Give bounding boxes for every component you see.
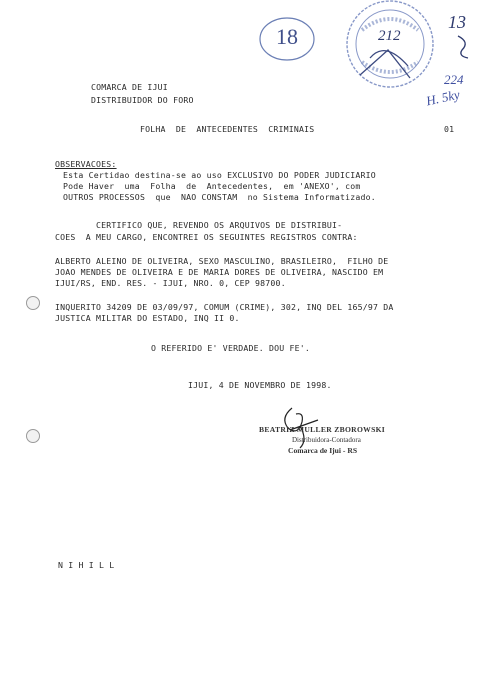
place-date: IJUI, 4 DE NOVEMBRO DE 1998. (188, 380, 332, 390)
record-line: INQUERITO 34209 DE 03/09/97, COMUM (CRIME), 302, INQ DEL 165/97 DA (55, 302, 394, 312)
person-line: ALBERTO ALEINO DE OLIVEIRA, SEXO MASCULINO, BRASILEIRO, FILHO DE (55, 256, 389, 266)
signatory-role: Distribuidora-Contadora (292, 436, 361, 444)
record-line: JUSTICA MILITAR DO ESTADO, INQ II 0. (55, 313, 240, 323)
document-title: FOLHA DE ANTECEDENTES CRIMINAIS (140, 124, 315, 134)
corner-number: 13 (448, 12, 466, 32)
footer-code: N I H I L L (58, 560, 115, 570)
observations-line: Esta Certidao destina-se ao uso EXCLUSIVO DO PODER JUDICIARIO (63, 170, 376, 180)
person-line: JOAO MENDES DE OLIVEIRA E DE MARIA DORES DE OLIVEIRA, NASCIDO EM (55, 267, 384, 277)
margin-note-2: H. 5ky (424, 86, 462, 109)
punch-hole-bottom (26, 429, 40, 443)
district-label: COMARCA DE IJUI (91, 82, 168, 92)
circled-number: 18 (276, 24, 298, 49)
certify-line: CERTIFICO QUE, REVENDO OS ARQUIVOS DE DISTRIBUI- (55, 220, 343, 230)
signatory-location: Comarca de Ijui - RS (288, 446, 358, 455)
official-seal (340, 0, 440, 100)
certify-line: COES A MEU CARGO, ENCONTREI OS SEGUINTES REGISTROS CONTRA: (55, 232, 358, 242)
observations-line: OUTROS PROCESSOS que NAO CONSTAM no Sistema Informatizado. (63, 192, 376, 202)
observations-line: Pode Haver uma Folha de Antecedentes, em 'ANEXO', com (63, 181, 361, 191)
person-line: IJUI/RS, END. RES. - IJUI, NRO. 0, CEP 98700. (55, 278, 286, 288)
office-label: DISTRIBUIDOR DO FORO (91, 95, 194, 105)
signatory-name: BEATRIZ MULLER ZBOROWSKI (259, 425, 386, 434)
stamp-number: 212 (378, 28, 401, 44)
truth-statement: O REFERIDO E' VERDADE. DOU FE'. (151, 343, 311, 353)
margin-note-1: 224 (444, 72, 464, 87)
page-number: 01 (444, 124, 455, 134)
punch-hole-top (26, 296, 40, 310)
observations-label: OBSERVACOES: (55, 159, 117, 169)
corner-scribble (454, 34, 474, 60)
